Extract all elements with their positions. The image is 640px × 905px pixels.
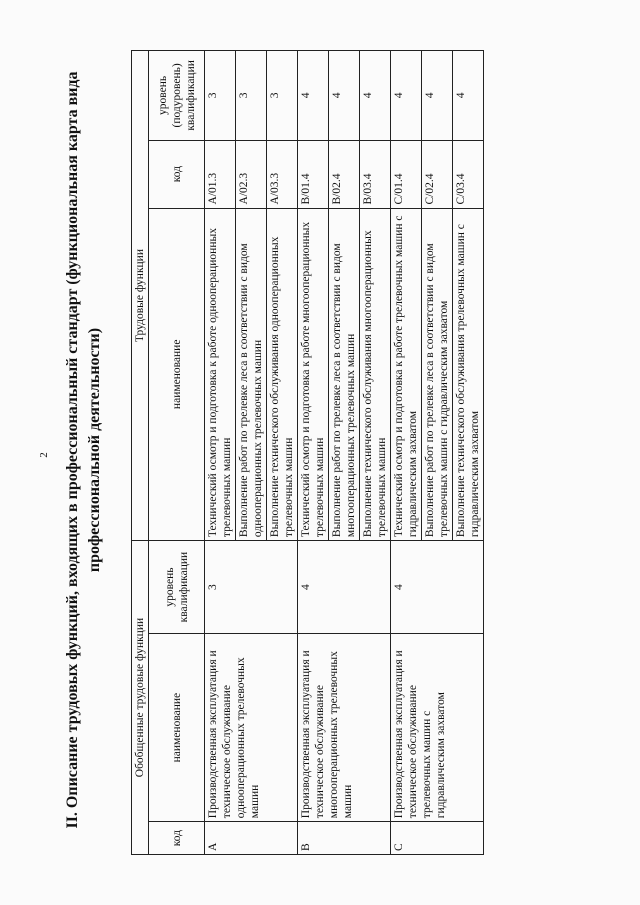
page-number: 2 — [38, 452, 50, 458]
group-level: 4 — [391, 541, 484, 634]
group-name: Производственная эксплуатация и техническое обслуживание многооперационных трелевочных машин — [298, 634, 391, 822]
table-row — [298, 51, 329, 855]
function-code: A/01.3 — [205, 140, 236, 208]
function-level: 3 — [267, 51, 298, 141]
rotated-page-content — [62, 20, 640, 880]
group-level: 3 — [205, 541, 298, 634]
function-name: Выполнение технического обслуживания трелевочных машин с гидравлическим захватом — [453, 208, 484, 541]
function-name: Выполнение работ по трелевке леса в соответствии с видом многооперационных трелевочных машин — [329, 208, 360, 541]
table-row — [391, 51, 422, 855]
section-heading — [62, 20, 126, 880]
col-header-tf-code: код — [149, 140, 205, 208]
functional-map-table — [131, 50, 484, 855]
group-level: 4 — [298, 541, 391, 634]
col-header-name: наименование — [149, 634, 205, 822]
function-code: A/02.3 — [236, 140, 267, 208]
group-code: C — [391, 822, 484, 855]
section-heading-line-2: профессиональной деятельности) — [86, 327, 103, 573]
function-level: 4 — [298, 51, 329, 141]
function-name: Выполнение технического обслуживания однооперационных трелевочных машин — [267, 208, 298, 541]
function-level: 4 — [391, 51, 422, 141]
function-level: 4 — [329, 51, 360, 141]
function-code: A/03.3 — [267, 140, 298, 208]
function-name: Технический осмотр и подготовка к работе многооперационных трелевочных машин — [298, 208, 329, 541]
function-level: 3 — [236, 51, 267, 141]
function-name: Технический осмотр и подготовка к работе однооперационных трелевочных машин — [205, 208, 236, 541]
functions-body — [205, 51, 484, 855]
function-level: 4 — [360, 51, 391, 141]
table-row — [205, 51, 236, 855]
function-code: C/03.4 — [453, 140, 484, 208]
function-code: B/03.4 — [360, 140, 391, 208]
function-name: Выполнение технического обслуживания многооперационных трелевочных машин — [360, 208, 391, 541]
function-level: 4 — [453, 51, 484, 141]
col-header-level: уровень квалификации — [149, 541, 205, 634]
labor-functions-header: Трудовые функции — [132, 51, 149, 541]
group-name: Производственная эксплуатация и техническое обслуживание трелевочных машин с гидравлическим захватом — [391, 634, 484, 822]
col-header-tf-name: наименование — [149, 208, 205, 541]
generalized-functions-header: Обобщенные трудовые функции — [132, 541, 149, 855]
header-row-groups — [132, 51, 149, 855]
col-header-tf-level: уровень (подуровень) квалификации — [149, 51, 205, 141]
group-code: B — [298, 822, 391, 855]
function-code: B/01.4 — [298, 140, 329, 208]
group-code: A — [205, 822, 298, 855]
function-code: C/01.4 — [391, 140, 422, 208]
function-level: 4 — [422, 51, 453, 141]
col-header-code: код — [149, 822, 205, 855]
function-name: Технический осмотр и подготовка к работе трелевочных машин с гидравлическим захватом — [391, 208, 422, 541]
group-name: Производственная эксплуатация и техническое обслуживание однооперационных трелевочных машин — [205, 634, 298, 822]
function-code: C/02.4 — [422, 140, 453, 208]
function-name: Выполнение работ по трелевке леса в соответствии с видом однооперационных трелевочных машин — [236, 208, 267, 541]
function-code: B/02.4 — [329, 140, 360, 208]
function-name: Выполнение работ по трелевке леса в соответствии с видом трелевочных машин с гидравлическим захватом — [422, 208, 453, 541]
header-row-columns — [149, 51, 205, 855]
function-level: 3 — [205, 51, 236, 141]
section-heading-line-1: II. Описание трудовых функций, входящих в профессиональный стандарт (функциональная карта вида — [64, 71, 81, 829]
